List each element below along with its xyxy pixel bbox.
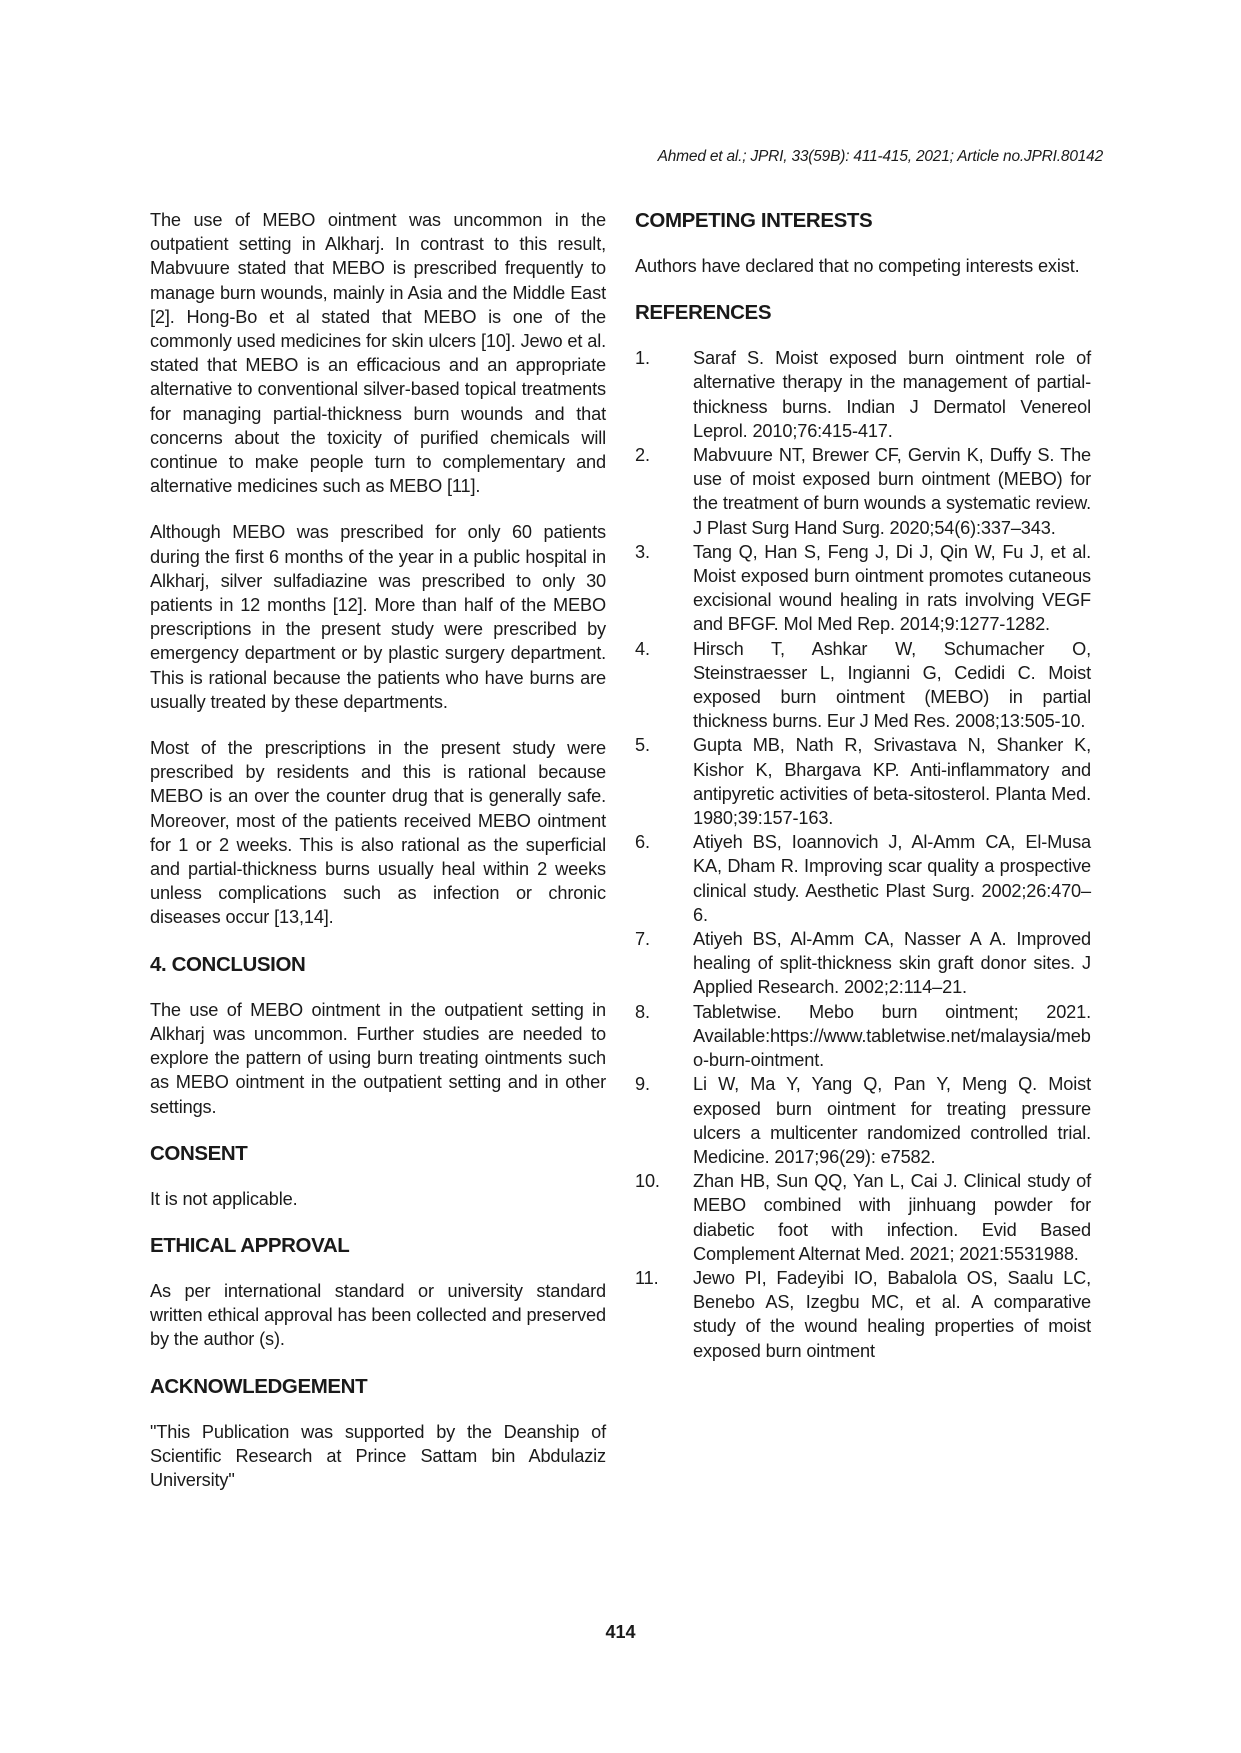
reference-number: 4. <box>635 638 650 659</box>
reference-number: 7. <box>635 929 650 950</box>
discussion-paragraph-1: The use of MEBO ointment was uncommon in the outpatient setting in Alkharj. In contrast to this result, Mabvuure stated that MEBO is prescribed frequently to manage burn wounds, mainly in Asia and the Middle East [2]. Hong-Bo et al stated that MEBO is one of the commonly used medicines for skin ulcers [10]. Jewo et al. stated that MEBO is an efficacious and an appropriate alternative to conventional silver-based topical treatments for managing partial-thickness burn wounds and that concerns about the toxicity of purified chemicals will continue to make people turn to complementary and alternative medicines such as MEBO [11]. <box>150 210 606 497</box>
reference-text: Mabvuure NT, Brewer CF, Gervin K, Duffy S. The use of moist exposed burn ointment (MEBO) for the treatment of burn wounds a systematic review. J Plast Surg Hand Surg. 2020;54(6):337–343. <box>693 445 1091 538</box>
page-number: 414 <box>605 1622 636 1642</box>
reference-text: Atiyeh BS, Al-Amm CA, Nasser A A. Improved healing of split-thickness skin graft donor sites. J Applied Research. 2002;2:114–21. <box>693 929 1091 998</box>
reference-item <box>635 540 1091 637</box>
reference-item <box>635 443 1091 540</box>
acknowledgement-text: "This Publication was supported by the Deanship of Scientific Research at Prince Sattam bin Abdulaziz University" <box>150 1421 606 1490</box>
reference-item <box>635 733 1091 830</box>
reference-text: Gupta MB, Nath R, Srivastava N, Shanker K, Kishor K, Bhargava KP. Anti-inflammatory and antipyretic activities of beta-sitosterol. Planta Med. 1980;39:157-163. <box>693 735 1091 829</box>
reference-text: Tang Q, Han S, Feng J, Di J, Qin W, Fu J, et al. Moist exposed burn ointment promotes cutaneous excisional wound healing in rats involving VEGF and BFGF. Mol Med Rep. 2014;9:1277-1282. <box>693 541 1091 635</box>
reference-number: 6. <box>635 832 650 853</box>
reference-item <box>635 346 1091 443</box>
discussion-paragraph-2: Although MEBO was prescribed for only 60 patients during the first 6 months of the year in a public hospital in Alkharj, silver sulfadiazine was prescribed to only 30 patients in 12 months [12]. More than half of the MEBO prescriptions in the present study were prescribed by emergency department or by plastic surgery department. This is rational because the patients who have burns are usually treated by these departments. <box>150 522 606 712</box>
reference-number: 8. <box>635 1001 650 1022</box>
competing-interests-text: Authors have declared that no competing interests exist. <box>635 256 1080 276</box>
reference-item <box>635 1072 1091 1169</box>
reference-number: 5. <box>635 735 650 756</box>
reference-item <box>635 1266 1091 1363</box>
reference-text: Jewo PI, Fadeyibi IO, Babalola OS, Saalu LC, Benebo AS, Izegbu MC, et al. A comparative study of the wound healing properties of moist exposed burn ointment <box>693 1267 1091 1361</box>
running-head: Ahmed et al.; JPRI, 33(59B): 411-415, 2021; Article no.JPRI.80142 <box>657 148 1103 165</box>
conclusion-text: The use of MEBO ointment in the outpatient setting in Alkharj was uncommon. Further studies are needed to explore the pattern of using burn treating ointments such as MEBO ointment in the outpatient setting and in other settings. <box>150 999 606 1117</box>
reference-text: Atiyeh BS, Ioannovich J, Al-Amm CA, El-Musa KA, Dham R. Improving scar quality a prospective clinical study. Aesthetic Plast Surg. 2002;26:470–6. <box>693 832 1091 925</box>
reference-text: Zhan HB, Sun QQ, Yan L, Cai J. Clinical study of MEBO combined with jinhuang powder for diabetic foot with infection. Evid Based Complement Alternat Med. 2021; 2021:5531988. <box>693 1171 1091 1264</box>
reference-number: 3. <box>635 541 650 562</box>
reference-text: Tabletwise. Mebo burn ointment; 2021. Available:https://www.tabletwise.net/malaysia/mebo-burn-ointment. <box>693 1001 1091 1071</box>
consent-text: It is not applicable. <box>150 1188 298 1209</box>
reference-list <box>635 346 1091 1363</box>
consent-heading: CONSENT <box>150 1141 248 1165</box>
reference-item <box>635 637 1091 734</box>
ethical-approval-text: As per international standard or university standard written ethical approval has been collected and preserved by the author (s). <box>150 1280 606 1350</box>
reference-text: Li W, Ma Y, Yang Q, Pan Y, Meng Q. Moist exposed burn ointment for treating pressure ulcers a multicenter randomized controlled trial. Medicine. 2017;96(29): e7582. <box>693 1074 1091 1167</box>
reference-text: Hirsch T, Ashkar W, Schumacher O, Steinstraesser L, Ingianni G, Cedidi C. Moist exposed burn ointment (MEBO) in partial thickness burns. Eur J Med Res. 2008;13:505-10. <box>693 638 1091 732</box>
reference-number: 9. <box>635 1074 650 1095</box>
reference-text: Saraf S. Moist exposed burn ointment role of alternative therapy in the management of partial-thickness burns. Indian J Dermatol Venereol Leprol. 2010;76:415-417. <box>693 348 1091 441</box>
reference-number: 11. <box>635 1267 659 1288</box>
acknowledgement-heading: ACKNOWLEDGEMENT <box>150 1374 368 1398</box>
left-column <box>150 208 606 1514</box>
reference-item <box>635 927 1091 1000</box>
references-heading: REFERENCES <box>635 301 772 325</box>
discussion-paragraph-3: Most of the prescriptions in the present study were prescribed by residents and this is rational because MEBO is an over the counter drug that is generally safe. Moreover, most of the patients received MEBO ointment for 1 or 2 weeks. This is also rational as the superficial and partial-thickness burns usually heal within 2 weeks unless complications such as infection or chronic diseases occur [13,14]. <box>150 738 606 928</box>
right-column <box>635 208 1091 1363</box>
conclusion-heading: 4. CONCLUSION <box>150 952 306 976</box>
reference-item <box>635 1000 1091 1073</box>
reference-number: 10. <box>635 1171 660 1192</box>
ethical-approval-heading: ETHICAL APPROVAL <box>150 1233 350 1257</box>
competing-interests-heading: COMPETING INTERESTS <box>635 209 873 232</box>
reference-number: 2. <box>635 445 650 466</box>
reference-number: 1. <box>635 348 650 369</box>
reference-item <box>635 1169 1091 1266</box>
reference-item <box>635 830 1091 927</box>
